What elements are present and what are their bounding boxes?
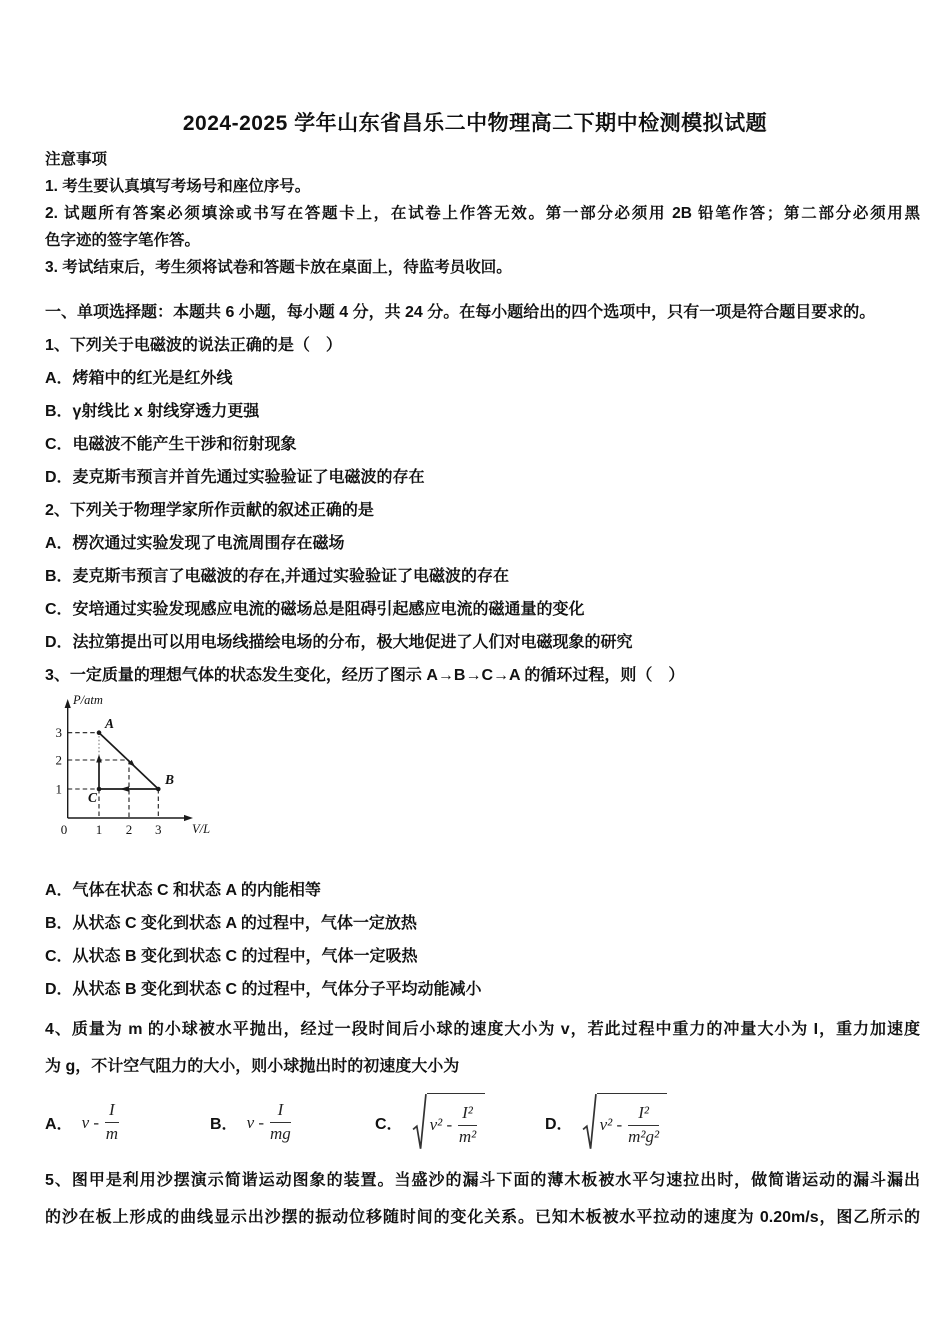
question-2-option-c: C．安培通过实验发现感应电流的磁场总是阻碍引起感应电流的磁通量的变化 (45, 601, 585, 618)
question-1-option-a: A．烤箱中的红光是红外线 (45, 370, 233, 387)
question-3-option-a: A．气体在状态 C 和状态 A 的内能相等 (45, 882, 321, 899)
question-4-option-b (210, 1101, 375, 1143)
question-4-stem-line-2: 为 g，不计空气阻力的大小，则小球抛出时的初速度大小为 (45, 1058, 460, 1075)
option-label: A． (45, 1116, 73, 1133)
question-1-option-b: B．γ射线比 x 射线穿透力更强 (45, 403, 260, 420)
question-3-options (45, 874, 920, 1006)
arrow-b-to-c-icon (120, 786, 129, 792)
question-2 (45, 494, 920, 659)
q3-figure-wrap (45, 692, 920, 852)
x-tick-1: 1 (95, 822, 103, 837)
question-2-option-b: B．麦克斯韦预言了电磁波的存在,并通过实验验证了电磁波的存在 (45, 568, 510, 585)
fraction-denominator: m² (458, 1126, 477, 1146)
question-4-option-c (375, 1093, 545, 1153)
question-4-options (45, 1085, 920, 1160)
x-axis-arrow-icon (184, 815, 193, 821)
point-c-label: C (88, 790, 98, 805)
point-b-label: B (165, 772, 175, 787)
x-tick-0: 0 (60, 822, 68, 837)
point-a (97, 730, 102, 735)
fraction-denominator: m (105, 1124, 118, 1143)
formula-c (412, 1093, 485, 1153)
formula-lead: v - (246, 1112, 265, 1132)
point-a-label: A (105, 716, 115, 731)
radicand (427, 1093, 485, 1153)
y-tick-1: 1 (55, 781, 62, 797)
notice-item-3: 3. 考试结束后，考生须将试卷和答题卡放在桌面上，待监考员收回。 (45, 259, 512, 276)
formula-b (247, 1101, 291, 1143)
radicand (597, 1093, 668, 1153)
question-3 (45, 659, 920, 1006)
formula-d (582, 1093, 668, 1153)
fraction (105, 1101, 119, 1143)
fraction-numerator: I (270, 1101, 291, 1123)
radical-sign-icon (412, 1093, 427, 1153)
y-axis-arrow-icon (65, 699, 71, 708)
section-1-heading: 一、单项选择题：本题共 6 小题，每小题 4 分，共 24 分。在每小题给出的四个选项中，只有一项是符合题目要求的。 (45, 304, 876, 321)
question-2-option-d: D．法拉第提出可以用电场线描绘电场的分布，极大地促进了人们对电磁现象的研究 (45, 634, 633, 651)
page-title: 2024-2025 学年山东省昌乐二中物理高二下期中检测模拟试题 (182, 112, 768, 135)
question-3-option-d: D．从状态 B 变化到状态 C 的过程中，气体分子平均动能减小 (45, 981, 482, 998)
y-axis-label: P/atm (73, 693, 103, 707)
notice-heading: 注意事项 (45, 151, 108, 168)
question-3-option-c: C．从状态 B 变化到状态 C 的过程中，气体一定吸热 (45, 948, 418, 965)
question-2-option-a: A．楞次通过实验发现了电流周围存在磁场 (45, 535, 345, 552)
option-label: C． (375, 1116, 403, 1133)
notice-item-2-line-1: 2. 试题所有答案必须填涂或书写在答题卡上，在试卷上作答无效。第一部分必须用 2B 铅笔作答；第二部分必须用黑 (45, 205, 920, 222)
x-tick-2: 2 (125, 822, 133, 837)
y-tick-3: 3 (55, 725, 62, 740)
formula-a (82, 1101, 119, 1143)
x-axis-label: V/L (192, 822, 211, 836)
option-label: B． (210, 1116, 238, 1133)
radical-sign-icon (582, 1093, 597, 1153)
y-tick-2: 2 (55, 752, 62, 768)
notice-item-2-line-2: 色字迹的签字笔作答。 (45, 232, 201, 249)
question-4-stem-line-1: 4、质量为 m 的小球被水平抛出，经过一段时间后小球的速度大小为 v，若此过程中重力的冲量大小为 I，重力加速度 (45, 1021, 920, 1038)
fraction-denominator: m²g² (628, 1126, 660, 1146)
content-area (45, 146, 920, 1236)
formula-lead: v² - (429, 1115, 453, 1134)
question-1-option-d: D．麦克斯韦预言并首先通过实验验证了电磁波的存在 (45, 469, 425, 486)
formula-lead: v - (81, 1112, 100, 1132)
question-1 (45, 329, 920, 494)
question-5-stem-line-1: 5、图甲是利用沙摆演示简谐运动图象的装置。当盛沙的漏斗下面的薄木板被水平匀速拉出时，做简谐运动的漏斗漏出 (45, 1172, 920, 1189)
fraction-numerator: I² (458, 1104, 477, 1126)
option-label: D． (545, 1116, 573, 1133)
question-3-option-b: B．从状态 C 变化到状态 A 的过程中，气体一定放热 (45, 915, 417, 932)
point-b (156, 787, 161, 792)
question-4 (45, 1011, 920, 1085)
fraction (270, 1101, 291, 1143)
question-1-option-c: C．电磁波不能产生干涉和衍射现象 (45, 436, 297, 453)
fraction (458, 1104, 477, 1146)
fraction-numerator: I² (628, 1104, 659, 1126)
formula-lead: v² - (599, 1115, 623, 1134)
fraction-denominator: mg (270, 1124, 291, 1143)
question-2-stem: 2、下列关于物理学家所作贡献的叙述正确的是 (45, 502, 374, 519)
x-tick-3: 3 (155, 822, 162, 837)
question-4-option-d (545, 1093, 667, 1153)
question-3-stem: 3、一定质量的理想气体的状态发生变化，经历了图示 A→B→C→A 的循环过程，则（ ） (45, 667, 685, 684)
process-a-to-b (99, 733, 158, 789)
fraction-numerator: I (105, 1101, 119, 1123)
question-5-stem-line-2: 的沙在板上形成的曲线显示出沙摆的振动位移随时间的变化关系。已知木板被水平拉动的速度为 0.20m/s，图乙所示的 (45, 1209, 920, 1226)
question-1-stem: 1、下列关于电磁波的说法正确的是（ ） (45, 337, 342, 354)
pv-diagram (40, 692, 270, 852)
point-c (97, 787, 102, 792)
notice-section (45, 146, 920, 281)
notice-item-1: 1. 考生要认真填写考场号和座位序号。 (45, 178, 311, 195)
question-4-option-a (45, 1101, 210, 1143)
question-5 (45, 1162, 920, 1236)
fraction (628, 1104, 659, 1146)
